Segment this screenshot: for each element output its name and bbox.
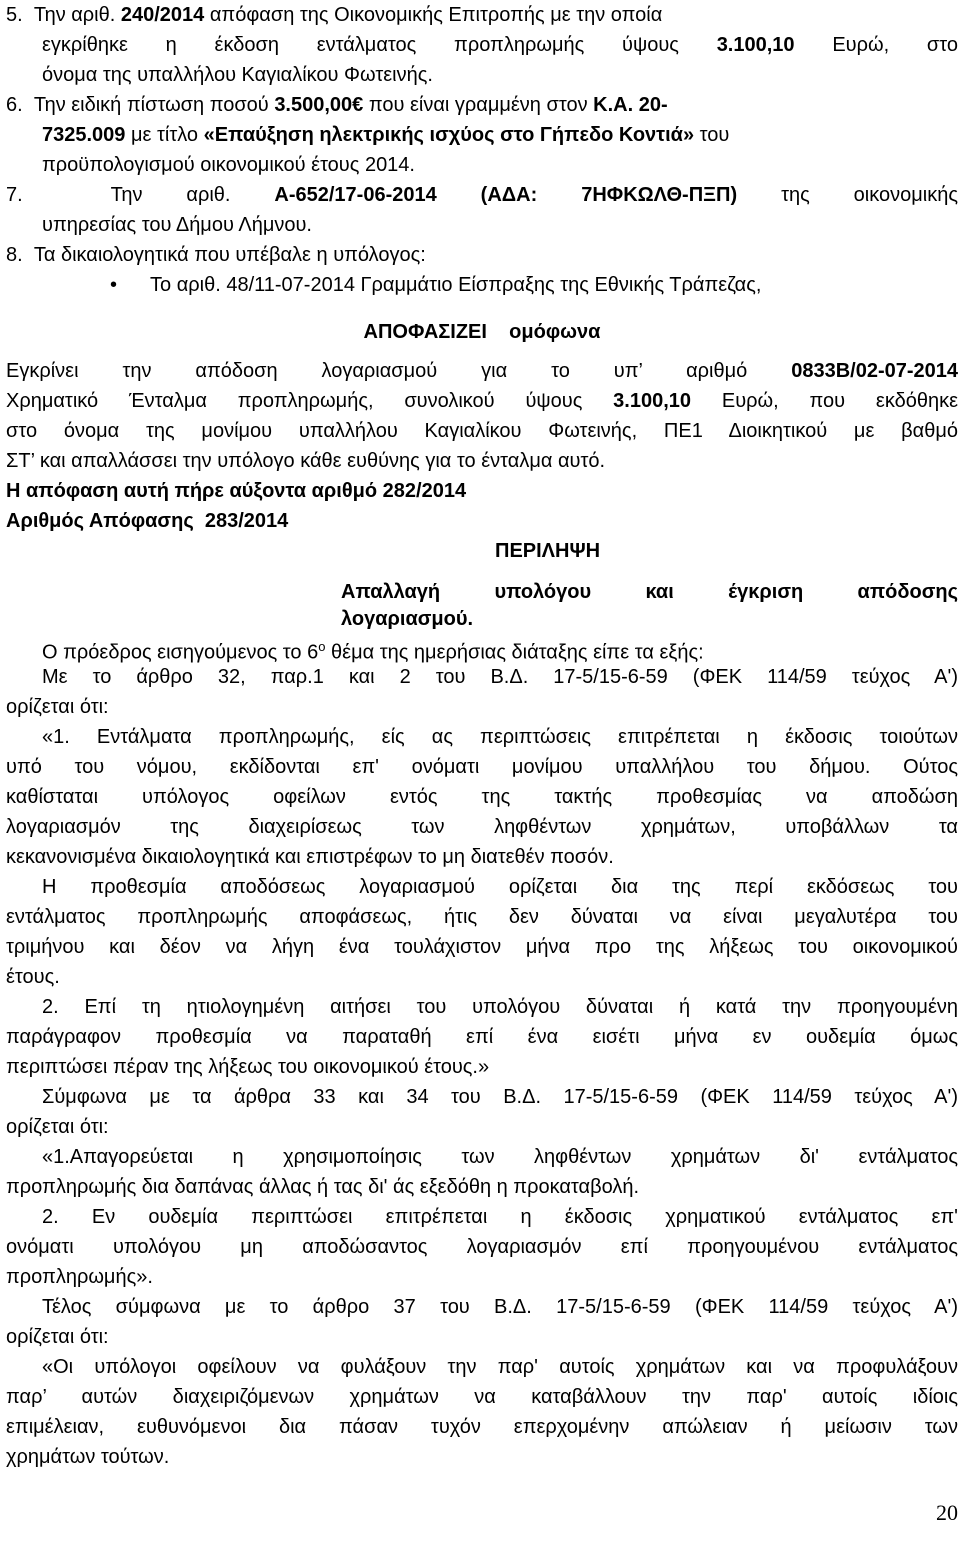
body-line: υπό του νόμου, εκδίδονται επ' ονόματι μονίμου υπαλλήλου του δήμου. Ούτος bbox=[6, 756, 958, 778]
body-line: Τέλος σύμφωνα με το άρθρο 37 του Β.Δ. 17-5/15-6-59 (ΦΕΚ 114/59 τεύχος Α') bbox=[42, 1296, 958, 1318]
body-line: λογαριασμόν της διαχειρίσεως των ληφθέντων χρημάτων, υποβάλλων τα bbox=[6, 816, 958, 838]
body-line: περιπτώσει πέραν της λήξεως του οικονομικού έτους.» bbox=[6, 1056, 490, 1078]
body-line: προπληρωμής». bbox=[6, 1266, 153, 1288]
body-line: προπληρωμής δια δαπάνας άλλας ή τας δι' άς εξεδόθη η προκαταβολή. bbox=[6, 1176, 640, 1198]
list-item-6: 6. Την ειδική πίστωση ποσού 3.500,00€ που είναι γραμμένη στον Κ.Α. 20- bbox=[6, 94, 668, 116]
list-item-5: 5. Την αριθ. 240/2014 απόφαση της Οικονομικής Επιτροπής με την οποία bbox=[6, 4, 663, 26]
body-line: χρημάτων τούτων. bbox=[6, 1446, 170, 1468]
body-line: Με το άρθρο 32, παρ.1 και 2 του Β.Δ. 17-5/15-6-59 (ΦΕΚ 114/59 τεύχος Α') bbox=[42, 666, 958, 688]
body-line: παράγραφον προθεσμία να παραταθή επί ένα εισέτι μήνα εν ουδεμία όμως bbox=[6, 1026, 958, 1048]
page-number: 20 bbox=[936, 1500, 958, 1525]
body-line: παρ’ αυτών διαχειριζόμενων χρημάτων να καταβάλλουν την παρ' αυτοίς ιδίοις bbox=[6, 1386, 958, 1408]
decision-line-2: Χρηματικό Ένταλμα προπληρωμής, συνολικού ύψους 3.100,10 Ευρώ, που εκδόθηκε bbox=[6, 390, 958, 412]
body-line: «1. Εντάλματα προπληρωμής, είς ας περιπτώσεις επιτρέπεται η έκδοσις τοιούτων bbox=[42, 726, 958, 748]
list-item-6-line-2: 7325.009 με τίτλο «Επαύξηση ηλεκτρικής ισχύος στο Γήπεδο Κοντιά» του bbox=[42, 124, 730, 146]
summary-title-cont: λογαριασμού. bbox=[341, 608, 474, 630]
list-item-6-line-3: προϋπολογισμού οικονομικού έτους 2014. bbox=[42, 154, 415, 176]
body-line: επιμέλειαν, ευθυνόμενοι δια πάσαν τυχόν επερχομένην απώλειαν ή μείωσιν των bbox=[6, 1416, 958, 1438]
list-item-5-line-3: όνομα της υπαλλήλου Καγιαλίκου Φωτεινής. bbox=[42, 64, 433, 86]
body-line: ονόματι υπολόγου μη αποδώσαντος λογαριασμόν επί προηγουμένου εντάλματος bbox=[6, 1236, 958, 1258]
body-line: 2. Εν ουδεμία περιπτώσει επιτρέπεται η έκδοσις χρηματικού εντάλματος επ' bbox=[42, 1206, 958, 1228]
body-line: Η προθεσμία αποδόσεως λογαριασμού ορίζεται δια της περί εκδόσεως του bbox=[42, 876, 958, 898]
decision-number: Αριθμός Απόφασης 283/2014 bbox=[6, 510, 289, 532]
body-line: εντάλματος προπληρωμής αποφάσεως, ήτις δεν δύναται να είναι μεγαλυτέρα του bbox=[6, 906, 958, 928]
body-line: έτους. bbox=[6, 966, 60, 988]
list-item-8: 8. Τα δικαιολογητικά που υπέβαλε η υπόλογος: bbox=[6, 244, 426, 266]
body-line: ορίζεται ότι: bbox=[6, 1326, 109, 1348]
list-item-5-line-2: εγκρίθηκε η έκδοση εντάλματος προπληρωμής ύψους 3.100,10 Ευρώ, στο bbox=[42, 34, 958, 56]
body-line: «1.Απαγορεύεται η χρησιμοποίησις των ληφθέντων χρημάτων δι' εντάλματος bbox=[42, 1146, 958, 1168]
body-line: ορίζεται ότι: bbox=[6, 1116, 109, 1138]
intro-line: Ο πρόεδρος εισηγούμενος το $6^o$ θέμα της ημερήσιας διάταξης είπε τα εξής: bbox=[42, 639, 704, 664]
list-item-7-line-2: υπηρεσίας του Δήμου Λήμνου. bbox=[42, 214, 312, 236]
decision-line-1: Εγκρίνει την απόδοση λογαριασμού για το υπ’ αριθμό 0833Β/02-07-2014 bbox=[6, 360, 958, 382]
body-line: κεκανονισμένα δικαιολογητικά και επιστρέφων το μη διατεθέν ποσόν. bbox=[6, 846, 614, 868]
body-line: Σύμφωνα με τα άρθρα 33 και 34 του Β.Δ. 17-5/15-6-59 (ΦΕΚ 114/59 τεύχος Α') bbox=[42, 1086, 958, 1108]
body-line: καθίσταται υπόλογος οφείλων εντός της τακτής προθεσμίας να αποδώση bbox=[6, 786, 958, 808]
body-line: τριμήνου και δέον να λήγη ένα τουλάχιστον μήνα προ της λήξεως του οικονομικού bbox=[6, 936, 958, 958]
decision-heading: ΑΠΟΦΑΣΙΖΕΙ ομόφωνα bbox=[363, 321, 601, 343]
body-line: 2. Επί τη ητιολογημένη αιτήσει του υπολόγου δύναται ή κατά την προηγουμένη bbox=[42, 996, 958, 1018]
body-line: ορίζεται ότι: bbox=[6, 696, 109, 718]
body-line: «Οι υπόλογοι οφείλουν να φυλάξουν την παρ' αυτοίς χρημάτων και να προφυλάξουν bbox=[42, 1356, 958, 1378]
serial-number-line: Η απόφαση αυτή πήρε αύξοντα αριθμό 282/2014 bbox=[6, 480, 467, 502]
list-item-7: 7. Την αριθ. Α-652/17-06-2014 (ΑΔΑ: 7ΗΦΚΩΛΘ-ΠΞΠ) της οικονομικής bbox=[6, 184, 958, 206]
bullet-text: Το αριθ. 48/11-07-2014 Γραμμάτιο Είσπραξης της Εθνικής Τράπεζας, bbox=[150, 274, 762, 296]
decision-line-4: ΣΤ’ και απαλλάσσει την υπόλογο κάθε ευθύνης για το ένταλμα αυτό. bbox=[6, 450, 606, 472]
summary-heading: ΠΕΡΙΛΗΨΗ bbox=[495, 540, 601, 562]
bullet-icon: • bbox=[110, 274, 118, 296]
summary-title: Απαλλαγή υπολόγου και έγκριση απόδοσης bbox=[341, 581, 958, 603]
decision-line-3: στο όνομα της μονίμου υπαλλήλου Καγιαλίκου Φωτεινής, ΠΕ1 Διοικητικού με βαθμό bbox=[6, 420, 958, 442]
